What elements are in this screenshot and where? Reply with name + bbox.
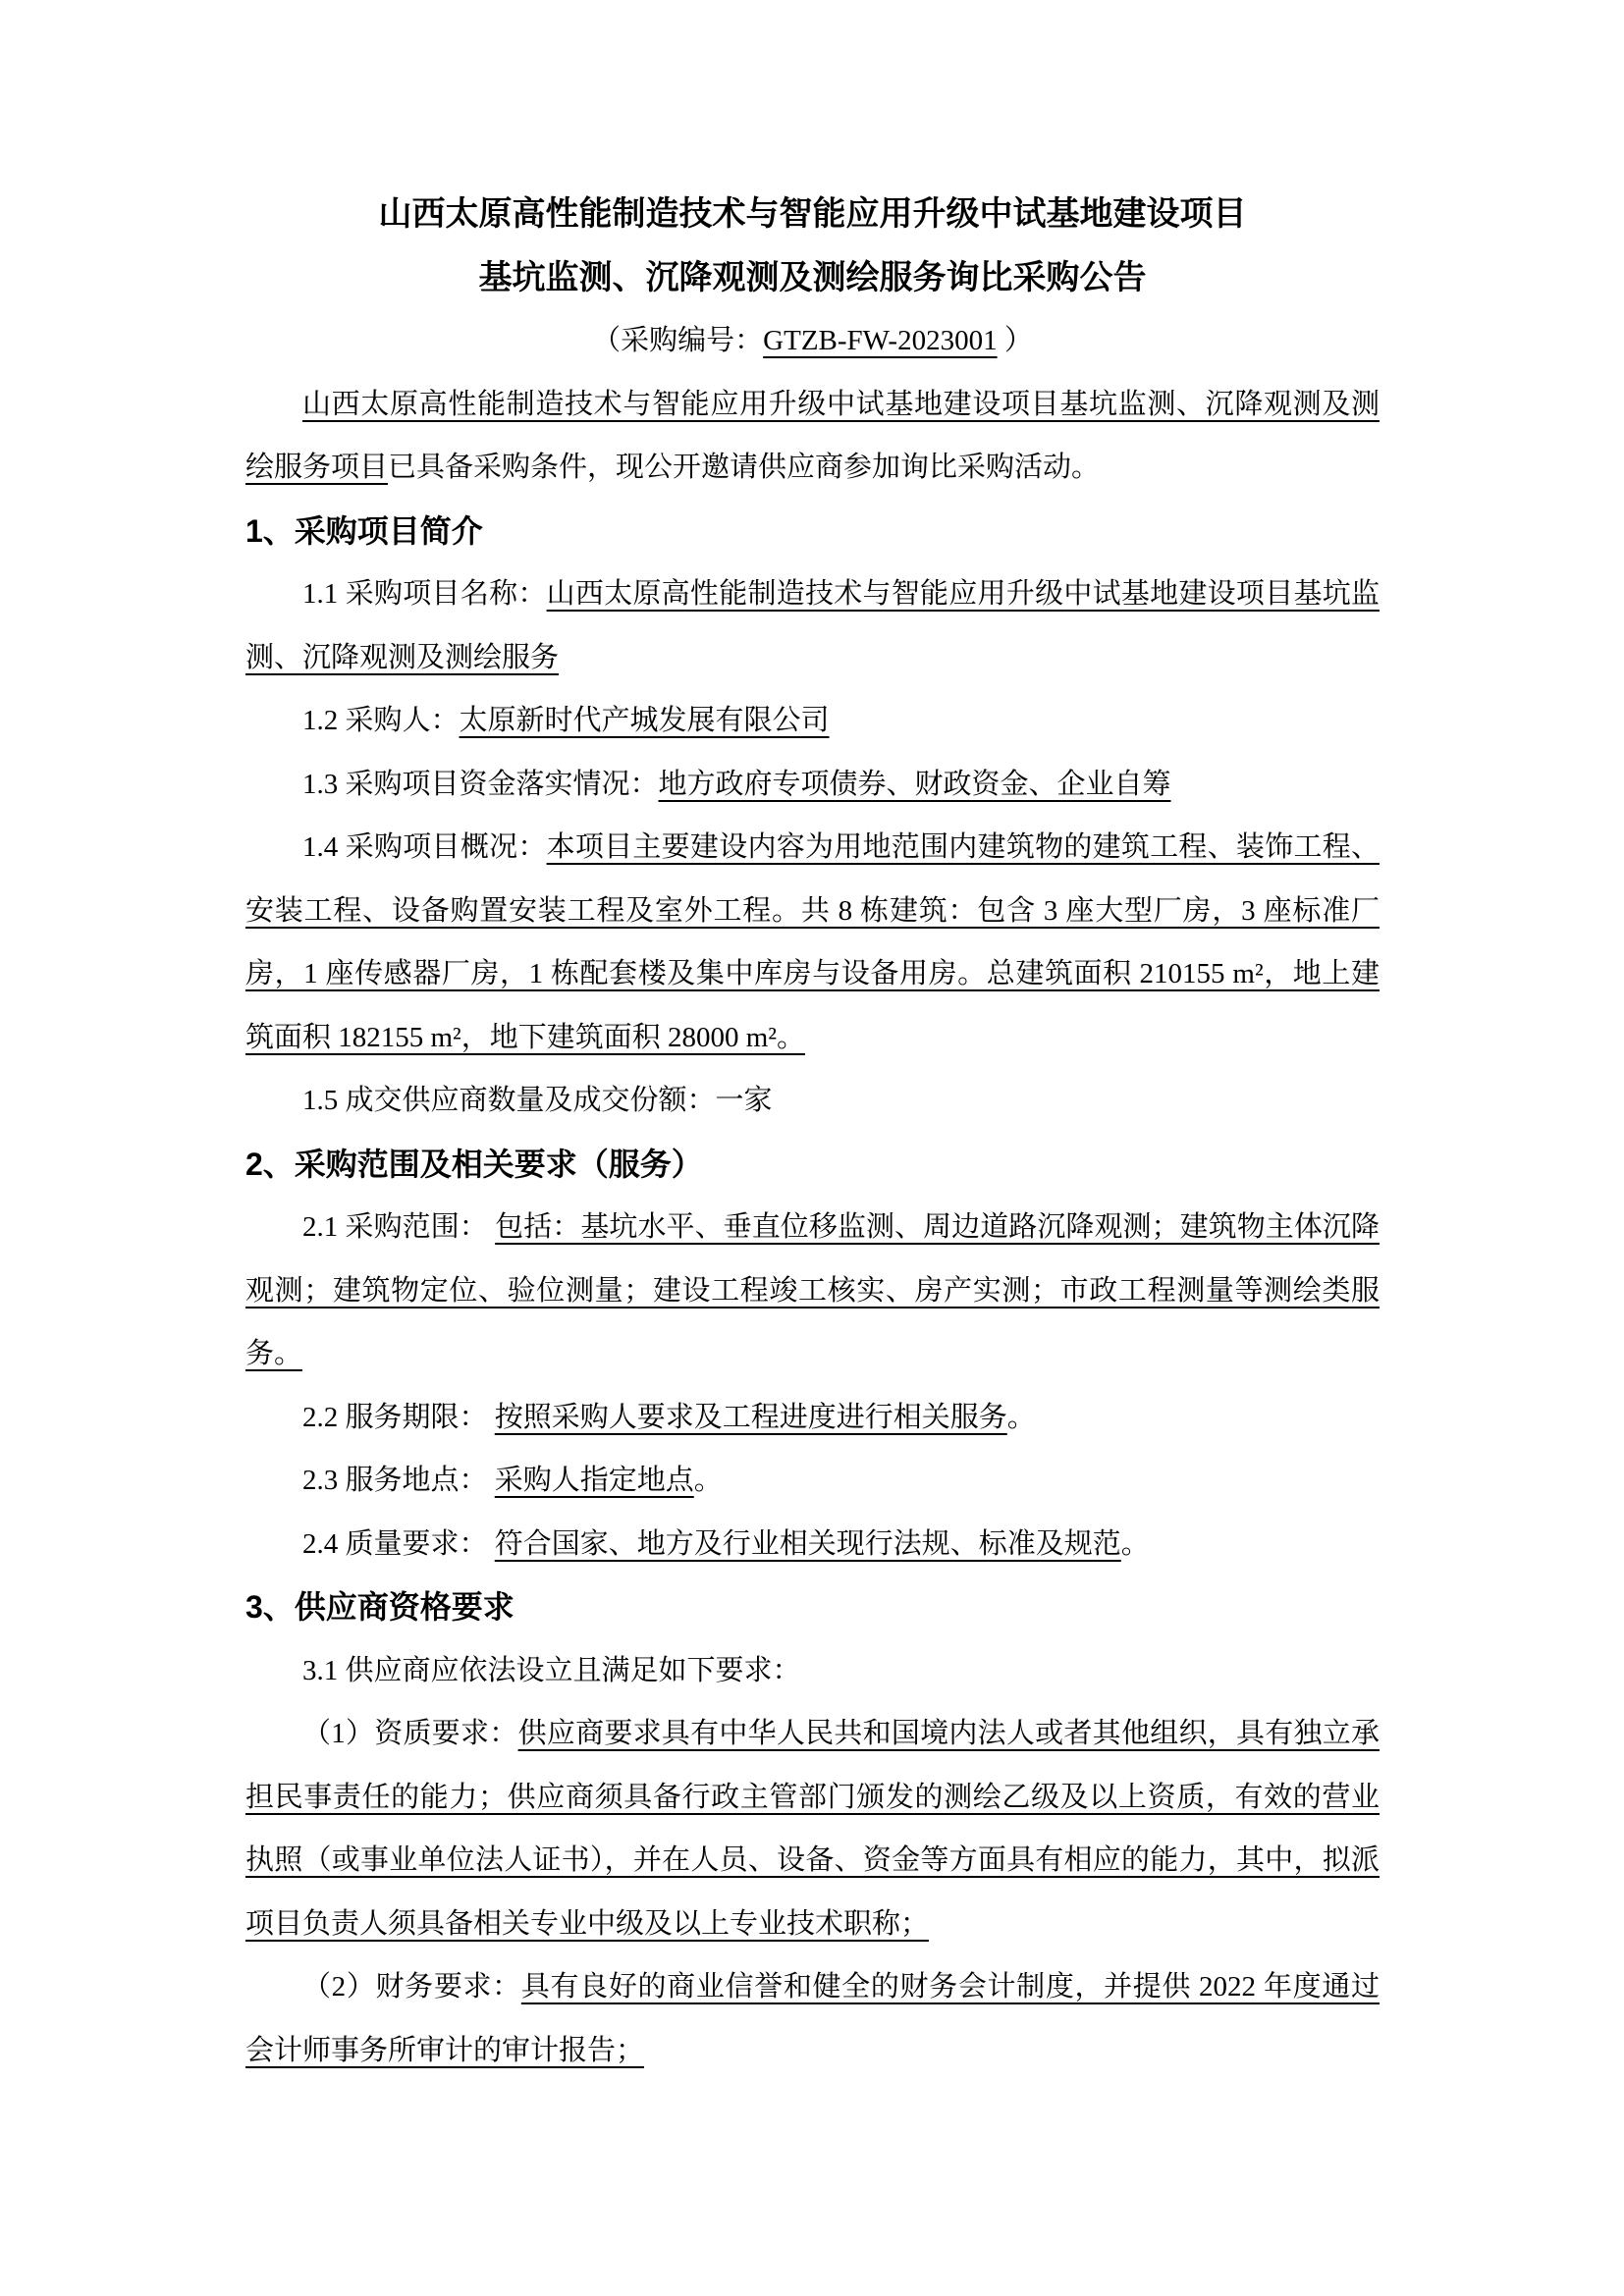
purchaser-value: 太原新时代产城发展有限公司 (459, 705, 830, 736)
item-label: （1）资质要求： (302, 1718, 518, 1749)
item-label: （2）财务要求： (302, 1971, 521, 2002)
para-1-2 (245, 689, 1380, 753)
para-2-4 (245, 1513, 1380, 1576)
qualification-requirement-value: 供应商要求具有中华人民共和国境内法人或者其他组织，具有独立承担民事责任的能力；供应商须具备行政主管部门颁发的测绘乙级及以上资质，有效的营业执照（或事业单位法人证书），并在人员、设备、资金等方面具有相应的能力，其中，拟派项目负责人须具备相关专业中级及以上专业技术职称； (245, 1718, 1380, 1940)
item-label: 1.2 采购人： (302, 705, 460, 736)
doc-title-line-1: 山西太原高性能制造技术与智能应用升级中试基地建设项目 (378, 195, 1247, 233)
intro-paragraph (245, 373, 1380, 500)
period-punct: 。 (1120, 1527, 1150, 1560)
para-1-3 (245, 753, 1380, 817)
project-name-value: 山西太原高性能制造技术与智能应用升级中试基地建设项目基坑监测、沉降观测及测绘服务 (245, 578, 1380, 673)
para-1-5 (245, 1069, 1380, 1133)
item-label: 1.4 采购项目概况： (302, 831, 547, 863)
financial-requirement-value: 具有良好的商业信誉和健全的财务会计制度，并提供 2022 年度通过会计师事务所审计的审计报告； (245, 1971, 1380, 2066)
para-3-1-item-2 (245, 1955, 1380, 2082)
item-label: 1.3 采购项目资金落实情况： (302, 768, 659, 800)
section-2-heading: 2、采购范围及相关要求（服务） (245, 1146, 703, 1182)
procurement-number-line (245, 309, 1380, 373)
para-3-1 (245, 1639, 1380, 1703)
period-punct: 。 (693, 1465, 723, 1496)
intro-text: 已具备采购条件，现公开邀请供应商参加询比采购活动。 (388, 452, 1101, 483)
service-period-value: 按照采购人要求及工程进度进行相关服务 (494, 1401, 1007, 1433)
doc-title-line-2: 基坑监测、沉降观测及测绘服务询比采购公告 (478, 258, 1147, 296)
funding-value: 地方政府专项债券、财政资金、企业自筹 (658, 768, 1171, 800)
item-label: 2.4 质量要求： (302, 1527, 495, 1560)
para-1-1 (245, 562, 1380, 689)
scope-value: 包括：基坑水平、垂直位移监测、周边道路沉降观测；建筑物主体沉降观测；建筑物定位、验位测量；建设工程竣工核实、房产实测；市政工程测量等测绘类服务。 (245, 1211, 1380, 1369)
item-label: 1.1 采购项目名称： (302, 578, 547, 610)
para-2-1 (245, 1196, 1380, 1386)
ref-label: （采购编号： (592, 325, 764, 356)
para-2-2 (245, 1386, 1380, 1450)
item-label: 2.2 服务期限： (302, 1401, 495, 1433)
item-label: 2.1 采购范围： (302, 1211, 496, 1243)
quality-value: 符合国家、地方及行业相关现行法规、标准及规范 (494, 1527, 1121, 1560)
para-3-1-item-1 (245, 1702, 1380, 1955)
qualification-intro: 3.1 供应商应依法设立且满足如下要求： (302, 1654, 801, 1686)
para-1-4 (245, 816, 1380, 1069)
overview-value: 本项目主要建设内容为用地范围内建筑物的建筑工程、装饰工程、安装工程、设备购置安装工程及室外工程。共 8 栋建筑：包含 3 座大型厂房，3 座标准厂房，1 座传感器厂房，1 栋配套楼及集中库房与设备用房。总建筑面积 210155 m²，地上建筑面积 182155 m²，地下建筑面积 28000 m²。 (245, 831, 1380, 1053)
ref-close-paren: ） (997, 325, 1033, 356)
section-3-heading: 3、供应商资格要求 (245, 1589, 514, 1625)
period-punct: 。 (1006, 1401, 1036, 1433)
para-2-3 (245, 1449, 1380, 1513)
project-name-underlined: 山西太原高性能制造技术与智能应用升级中试基地建设项目基坑监测、沉降观测及测绘服务项目 (245, 388, 1380, 483)
procurement-number: GTZB-FW-2023001 (763, 325, 998, 356)
award-count-text: 1.5 成交供应商数量及成交份额：一家 (302, 1085, 773, 1116)
service-location-value: 采购人指定地点 (494, 1465, 694, 1496)
item-label: 2.3 服务地点： (302, 1465, 495, 1496)
section-1-heading: 1、采购项目简介 (245, 512, 483, 549)
